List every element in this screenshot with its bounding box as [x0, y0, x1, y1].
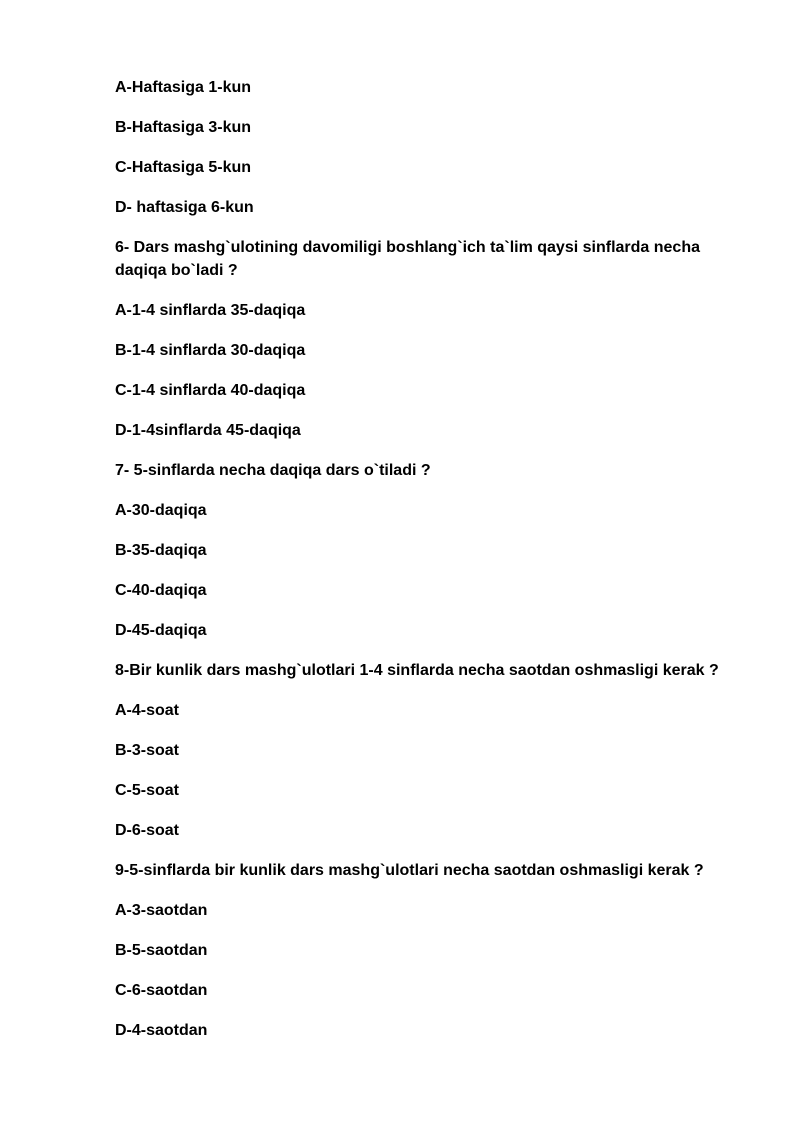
question-line: 6- Dars mashg`ulotining davomiligi boshlang`ich ta`lim qaysi sinflarda necha daqiqa bo`ladi ? [115, 239, 700, 279]
option-line: A-4-soat [115, 702, 180, 719]
option-line: C-5-soat [115, 782, 180, 799]
option-line: B-1-4 sinflarda 30-daqiqa [115, 342, 306, 359]
question-line: 8-Bir kunlik dars mashg`ulotlari 1-4 sinflarda necha saotdan oshmasligi kerak ? [115, 662, 719, 679]
option-line: B-35-daqiqa [115, 542, 207, 559]
option-line: C-1-4 sinflarda 40-daqiqa [115, 382, 306, 399]
option-line: A-Haftasiga 1-kun [115, 79, 252, 96]
option-line: D-45-daqiqa [115, 622, 207, 639]
option-line: B-3-soat [115, 742, 180, 759]
option-line: D-1-4sinflarda 45-daqiqa [115, 422, 301, 439]
option-line: D-6-soat [115, 822, 180, 839]
option-line: C-Haftasiga 5-kun [115, 159, 252, 176]
option-line: D-4-saotdan [115, 1022, 208, 1039]
question-line: 7- 5-sinflarda necha daqiqa dars o`tiladi ? [115, 462, 431, 479]
option-line: B-Haftasiga 3-kun [115, 119, 252, 136]
option-line: A-3-saotdan [115, 902, 208, 919]
option-line: D- haftasiga 6-kun [115, 199, 254, 216]
question-line: 9-5-sinflarda bir kunlik dars mashg`ulotlari necha saotdan oshmasligi kerak ? [115, 862, 704, 879]
option-line: C-40-daqiqa [115, 582, 207, 599]
document-page [115, 76, 755, 1059]
option-line: A-30-daqiqa [115, 502, 207, 519]
option-line: B-5-saotdan [115, 942, 208, 959]
option-line: C-6-saotdan [115, 982, 208, 999]
option-line: A-1-4 sinflarda 35-daqiqa [115, 302, 306, 319]
